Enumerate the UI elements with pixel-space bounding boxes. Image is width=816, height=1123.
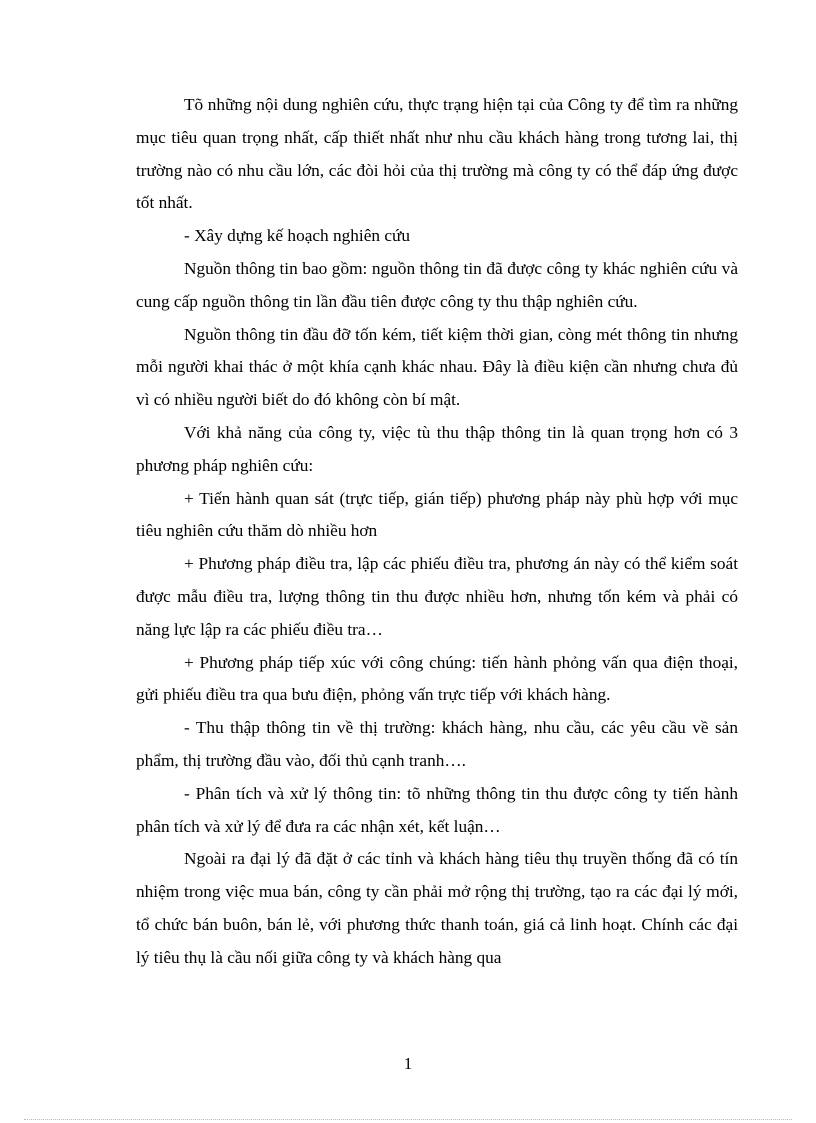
page-bottom-divider [24,1119,792,1120]
paragraph-collect-market-info: - Thu thập thông tin về thị trường: khách hàng, nhu cầu, các yêu cầu về sản phẩm, thị trường đầu vào, đối thủ cạnh tranh…. [136,718,738,770]
paragraph-research-methods: Với khả năng của công ty, việc tù thu thập thông tin là quan trọng hơn có 3 phương pháp nghiên cứu: [136,422,738,475]
paragraph-info-sources: Nguồn thông tin bao gồm: nguồn thông tin đã được công ty khác nghiên cứu và cung cấp nguồn thông tin lần đầu tiên được công ty thu thập nghiên cứu. [136,258,738,311]
paragraph-agents: Ngoài ra đại lý đã đặt ở các tỉnh và khách hàng tiêu thụ truyền thống đã có tín nhiệm trong việc mua bán, công ty cần phải mở rộng thị trường, tạo ra các đại lý mới, tổ chức bán buôn, bán lẻ, với phương thức thanh toán, giá cả linh hoạt. Chính các đại lý tiêu thụ là cầu nối giữa công ty và khách hàng qua [136,849,738,967]
paragraph-research-goals: Tõ những nội dung nghiên cứu, thực trạng hiện tại của Công ty để tìm ra những mục tiêu quan trọng nhất, cấp thiết nhất như nhu cầu khách hàng trong tương lai, thị trường nào có nhu cầu lớn, các đòi hỏi của thị trường mà công ty có thể đáp ứng được tốt nhất. [136,95,738,213]
paragraph-survey: + Phương pháp điều tra, lập các phiếu điều tra, phương án này có thể kiểm soát được mẫu điều tra, lượng thông tin thu được nhiều hơn, nhưng tốn kém và phải có năng lực lập ra các phiếu điều tra… [136,554,738,639]
paragraph-build-plan: - Xây dựng kế hoạch nghiên cứu [184,226,411,246]
paragraph-public-contact: + Phương pháp tiếp xúc với công chúng: tiến hành phỏng vấn qua điện thoại, gửi phiếu điều tra qua bưu điện, phỏng vấn trực tiếp với khách hàng. [136,652,738,705]
page-number: 1 [403,1054,413,1073]
paragraph-observation: + Tiến hành quan sát (trực tiếp, gián tiếp) phương pháp này phù hợp với mục tiêu nghiên cứu thăm dò nhiều hơn [136,488,738,541]
body-text [136,89,738,975]
paragraph-analysis: - Phân tích và xử lý thông tin: tõ những thông tin thu được công ty tiến hành phân tích và xử lý để đưa ra các nhận xét, kết luận… [136,783,738,836]
paragraph-secondary-info: Nguồn thông tin đầu đỡ tốn kém, tiết kiệm thời gian, còng mét thông tin nhưng mỗi người khai thác ở một khía cạnh khác nhau. Đây là điều kiện cần nhưng chưa đủ vì có nhiều người biết do đó không còn bí mật. [136,324,738,410]
